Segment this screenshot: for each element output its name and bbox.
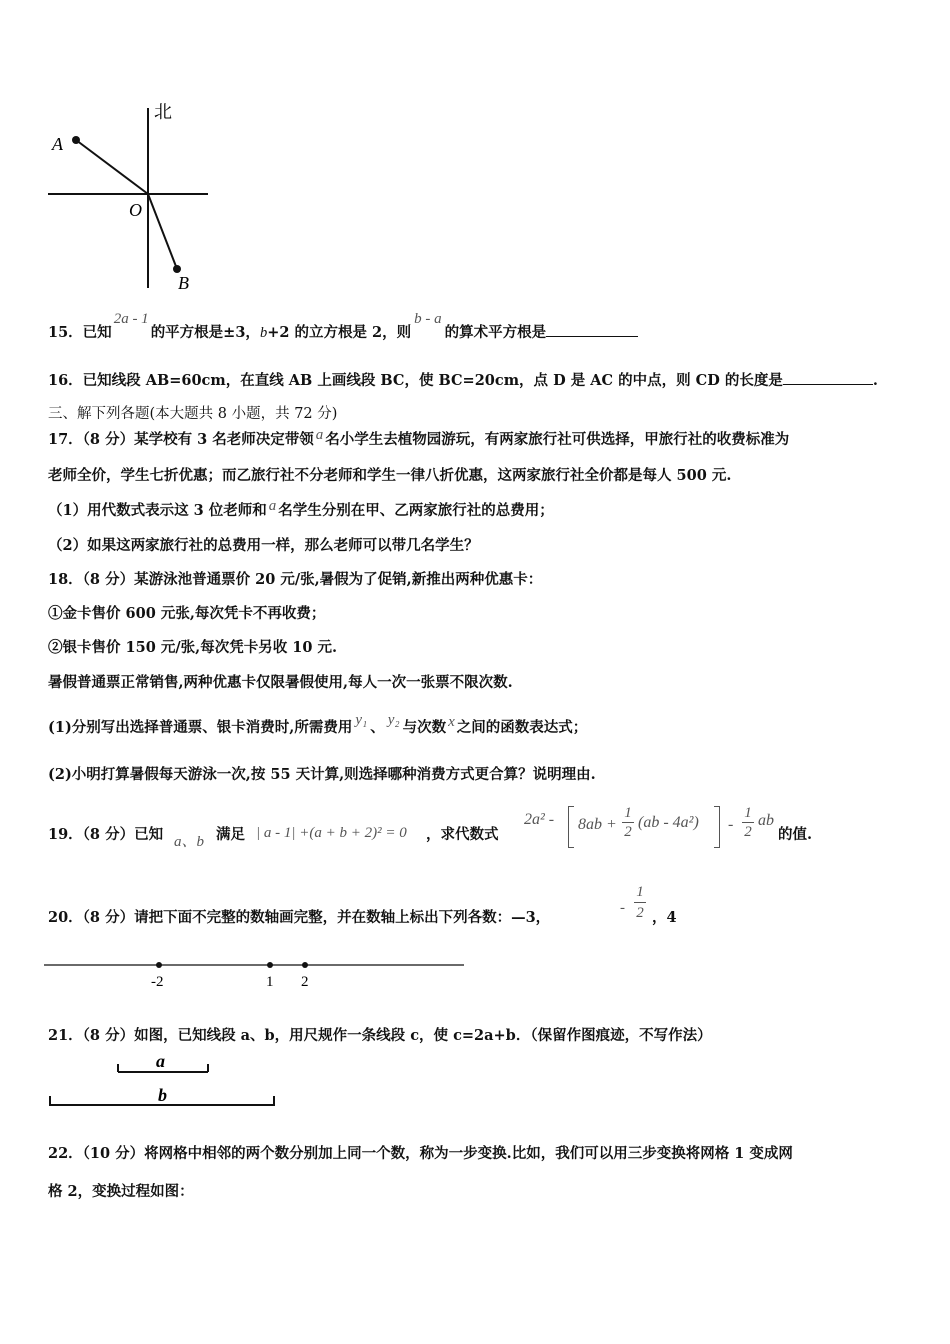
section-3-title: 三、解下列各题(本大题共 8 小题，共 72 分) — [48, 406, 338, 422]
ray-ob — [148, 194, 177, 269]
question-16: 16．已知线段 AB=60cm，在直线 AB 上画线段 BC，使 BC=20cm，点 D 是 AC 的中点，则 CD 的长度是 . — [48, 372, 878, 389]
question-18-sub-2: (2)小明打算暑假每天游泳一次,按 55 天计算,则选择哪种消费方式更合算？说明理由. — [48, 766, 596, 783]
question-20: 20．（8 分）请把下面不完整的数轴画完整，并在数轴上标出下列各数：—3， - 1 2 ，4 — [48, 884, 677, 926]
tick-label: 1 — [266, 974, 274, 990]
ray-oa — [76, 140, 148, 194]
question-21: 21．（8 分）如图，已知线段 a、b，用尺规作一条线段 c，使 c=2a+b．（保留作图痕迹，不写作法） — [48, 1027, 712, 1044]
fraction-one-half: 1 2 — [634, 882, 646, 923]
answer-blank-15 — [546, 322, 638, 337]
question-18-line-2: ①金卡售价 600 元张,每次凭卡不再收费； — [48, 605, 326, 622]
question-22-line-2: 格 2，变换过程如图： — [48, 1183, 194, 1200]
question-17-sub-2: （2）如果这两家旅行社的总费用一样，那么老师可以带几名学生？ — [48, 537, 479, 554]
right-bracket — [714, 806, 720, 848]
question-17-sub-1: （1）用代数式表示这 3 位老师和 a 名学生分别在甲、乙两家旅行社的总费用； — [48, 498, 554, 519]
label-b: B — [178, 273, 189, 293]
tick-point-1 — [267, 962, 273, 968]
tick-point-2 — [302, 962, 308, 968]
segment-a-label: a — [156, 1051, 165, 1071]
question-18-line-3: ②银卡售价 150 元/张,每次凭卡另收 10 元. — [48, 639, 338, 656]
segment-figure — [44, 1050, 284, 1112]
tick-point-neg2 — [156, 962, 162, 968]
number-line — [44, 954, 474, 996]
label-a: A — [52, 134, 63, 154]
question-15: 15．已知2a - 1的平方根是±3，b+2 的立方根是 2，则b - a的算术平方根是 — [48, 322, 638, 343]
fraction-half-2: 1 2 — [742, 804, 754, 841]
segment-b-label: b — [158, 1085, 167, 1105]
question-18-sub-1: (1)分别写出选择普通票、银卡消费时,所需费用 y₁ 、 y₂ 与次数 x 之间的函数表达式； — [48, 712, 588, 736]
point-a — [72, 136, 80, 144]
question-18-line-4: 暑假普通票正常销售,两种优惠卡仅限暑假使用,每人一次一张票不限次数. — [48, 674, 513, 691]
fraction-half: 1 2 — [622, 804, 634, 841]
question-22-line-1: 22．（10 分）将网格中相邻的两个数分别加上同一个数，称为一步变换.比如，我们可以用三步变换将网格 1 变成网 — [48, 1145, 793, 1162]
compass-figure — [44, 96, 214, 296]
question-18-line-1: 18．（8 分）某游泳池普通票价 20 元/张,暑假为了促销,新推出两种优惠卡： — [48, 571, 543, 588]
tick-label: 2 — [301, 974, 309, 990]
question-17-line-2: 老师全价，学生七折优惠；而乙旅行社不分老师和学生一律八折优惠，这两家旅行社全价都是每人 500 元. — [48, 467, 732, 484]
expr-2a-1: 2a - 1 — [113, 311, 149, 327]
label-o: O — [129, 200, 142, 220]
tick-label: -2 — [151, 974, 164, 990]
point-b — [173, 265, 181, 273]
question-17-line-1: 17．（8 分）某学校有 3 名老师决定带领 a 名小学生去植物园游玩，有两家旅行社可供选择，甲旅行社的收费标准为 — [48, 427, 790, 448]
condition-expr: | a - 1| +(a + b + 2)² = 0 — [256, 825, 407, 841]
left-bracket — [568, 806, 574, 848]
question-19: 19．（8 分）已知 a、b 满足 | a - 1| +(a + b + 2)² = 0 ，求代数式 2a² - 8ab + 1 2 (ab - 4a²) - 1 2 ab 的值. — [48, 805, 813, 850]
answer-blank-16 — [783, 370, 873, 385]
north-label: 北 — [154, 102, 172, 122]
expr-b-a: b - a — [414, 311, 442, 327]
